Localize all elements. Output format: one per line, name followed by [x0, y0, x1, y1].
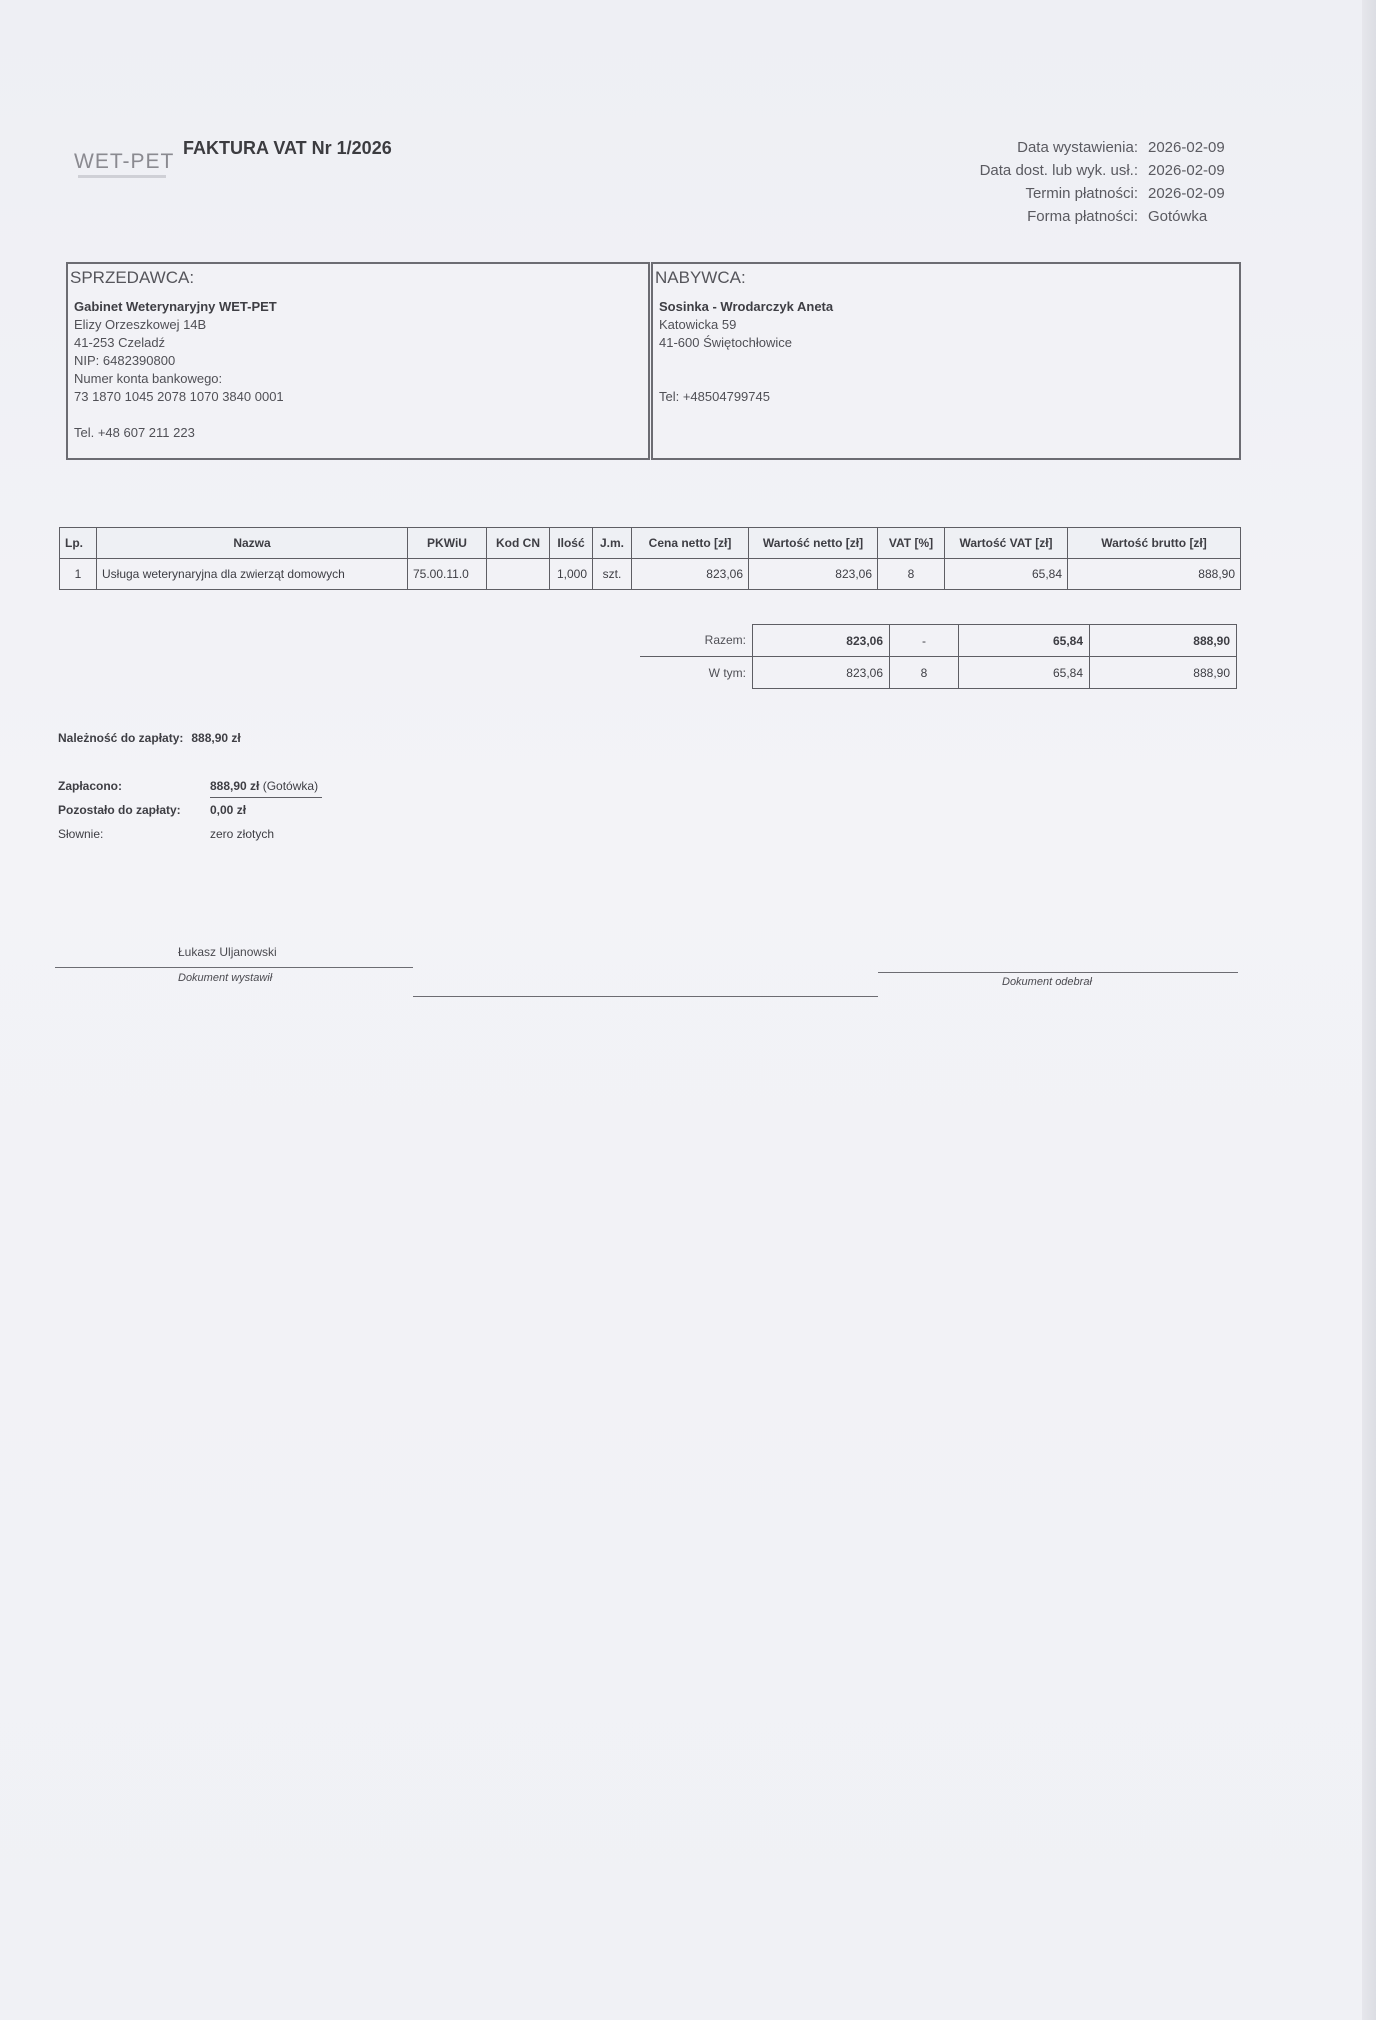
buyer-phone: Tel: +48504799745 — [659, 389, 770, 404]
cell-wartosc-brutto: 888,90 — [1068, 559, 1241, 590]
items-table — [59, 527, 1241, 590]
remaining-value: 0,00 zł — [210, 803, 247, 817]
due-value: 888,90 zł — [191, 731, 241, 745]
summary-paid — [58, 774, 322, 798]
meta-label: Termin płatności: — [1025, 185, 1138, 202]
buyer-box — [651, 262, 1241, 460]
sum-vat: 65,84 — [959, 625, 1090, 657]
sum-brutto-wtym: 888,90 — [1090, 657, 1237, 689]
seller-box — [66, 262, 650, 460]
receiver-caption: Dokument odebrał — [1002, 976, 1092, 988]
sum-netto: 823,06 — [753, 625, 890, 657]
summary-due — [58, 726, 322, 750]
sums-row-razem — [640, 625, 1237, 657]
table-row — [60, 559, 1241, 590]
summary-words — [58, 822, 322, 846]
invoice-title: FAKTURA VAT Nr 1/2026 — [183, 138, 392, 158]
cell-lp: 1 — [60, 559, 97, 590]
seller-street: Elizy Orzeszkowej 14B — [74, 317, 207, 332]
seller-account: 73 1870 1045 2078 1070 3840 0001 — [74, 389, 284, 404]
col-ilosc: Ilość — [550, 528, 593, 559]
sums-row-wtym — [640, 657, 1237, 689]
col-vat-rate: VAT [%] — [878, 528, 945, 559]
cell-vat-rate: 8 — [878, 559, 945, 590]
buyer-header: NABYWCA: — [655, 268, 746, 287]
cell-cena-netto: 823,06 — [632, 559, 749, 590]
sum-vat-wtym: 65,84 — [959, 657, 1090, 689]
sum-netto-wtym: 823,06 — [753, 657, 890, 689]
col-lp: Lp. — [60, 528, 97, 559]
col-wartosc-netto: Wartość netto [zł] — [749, 528, 878, 559]
paid-value-wrap — [210, 774, 322, 798]
words-value: zero złotych — [210, 827, 275, 841]
paid-value: 888,90 zł — [210, 779, 260, 793]
company-logo: WET-PET — [74, 150, 175, 173]
payment-summary — [58, 726, 322, 846]
sum-label-razem: Razem: — [640, 625, 753, 657]
seller-nip: NIP: 6482390800 — [74, 353, 176, 368]
meta-row-delivery-date — [980, 159, 1238, 182]
sum-vat-rate: - — [890, 625, 959, 657]
seller-header: SPRZEDAWCA: — [70, 268, 195, 287]
logo-tagline-mark — [78, 175, 166, 178]
center-signature-line — [413, 996, 878, 997]
meta-label: Forma płatności: — [1027, 208, 1138, 225]
meta-label: Data dost. lub wyk. usł.: — [979, 162, 1138, 179]
col-pkwiu: PKWiU — [408, 528, 487, 559]
receiver-signature-line — [878, 972, 1238, 973]
paid-method: (Gotówka) — [262, 779, 319, 793]
sums-table — [640, 624, 1237, 689]
seller-city: 41-253 Czeladź — [74, 335, 166, 350]
issuer-caption: Dokument wystawił — [178, 972, 273, 984]
meta-row-due-date — [980, 182, 1238, 205]
cell-nazwa: Usługa weterynaryjna dla zwierząt domowych — [97, 559, 408, 590]
buyer-name: Sosinka - Wrodarczyk Aneta — [659, 299, 834, 314]
words-label: Słownie: — [58, 827, 104, 841]
cell-wartosc-vat: 65,84 — [945, 559, 1068, 590]
meta-value: 2026-02-09 — [1148, 139, 1225, 156]
meta-value: 2026-02-09 — [1148, 185, 1225, 202]
meta-row-payment-form — [980, 205, 1238, 228]
seller-phone: Tel. +48 607 211 223 — [74, 425, 195, 440]
buyer-street: Katowicka 59 — [659, 317, 737, 332]
cell-wartosc-netto: 823,06 — [749, 559, 878, 590]
summary-remaining — [58, 798, 322, 822]
invoice-meta — [980, 136, 1238, 228]
meta-label: Data wystawienia: — [1017, 139, 1138, 156]
sum-vat-rate-wtym: 8 — [890, 657, 959, 689]
issuer-name: Łukasz Uljanowski — [178, 945, 277, 959]
col-kodcn: Kod CN — [487, 528, 550, 559]
meta-value: Gotówka — [1148, 208, 1208, 225]
seller-account-label: Numer konta bankowego: — [74, 371, 223, 386]
paid-label: Zapłacono: — [58, 779, 123, 793]
col-wartosc-brutto: Wartość brutto [zł] — [1068, 528, 1241, 559]
meta-row-issue-date — [980, 136, 1238, 159]
remaining-label: Pozostało do zapłaty: — [58, 803, 181, 817]
seller-name: Gabinet Weterynaryjny WET-PET — [74, 299, 277, 314]
sum-label-wtym: W tym: — [708, 665, 746, 680]
buyer-city: 41-600 Świętochłowice — [659, 335, 792, 350]
cell-kodcn — [487, 559, 550, 590]
meta-value: 2026-02-09 — [1148, 162, 1225, 179]
paper-edge — [1362, 0, 1376, 2020]
issuer-signature-line — [55, 967, 413, 968]
sum-brutto: 888,90 — [1090, 625, 1237, 657]
cell-ilosc: 1,000 — [550, 559, 593, 590]
col-jm: J.m. — [593, 528, 632, 559]
due-label: Należność do zapłaty: — [58, 731, 184, 745]
col-wartosc-vat: Wartość VAT [zł] — [945, 528, 1068, 559]
cell-jm: szt. — [593, 559, 632, 590]
items-header-row — [60, 528, 1241, 559]
col-cena-netto: Cena netto [zł] — [632, 528, 749, 559]
cell-pkwiu: 75.00.11.0 — [408, 559, 487, 590]
col-nazwa: Nazwa — [97, 528, 408, 559]
